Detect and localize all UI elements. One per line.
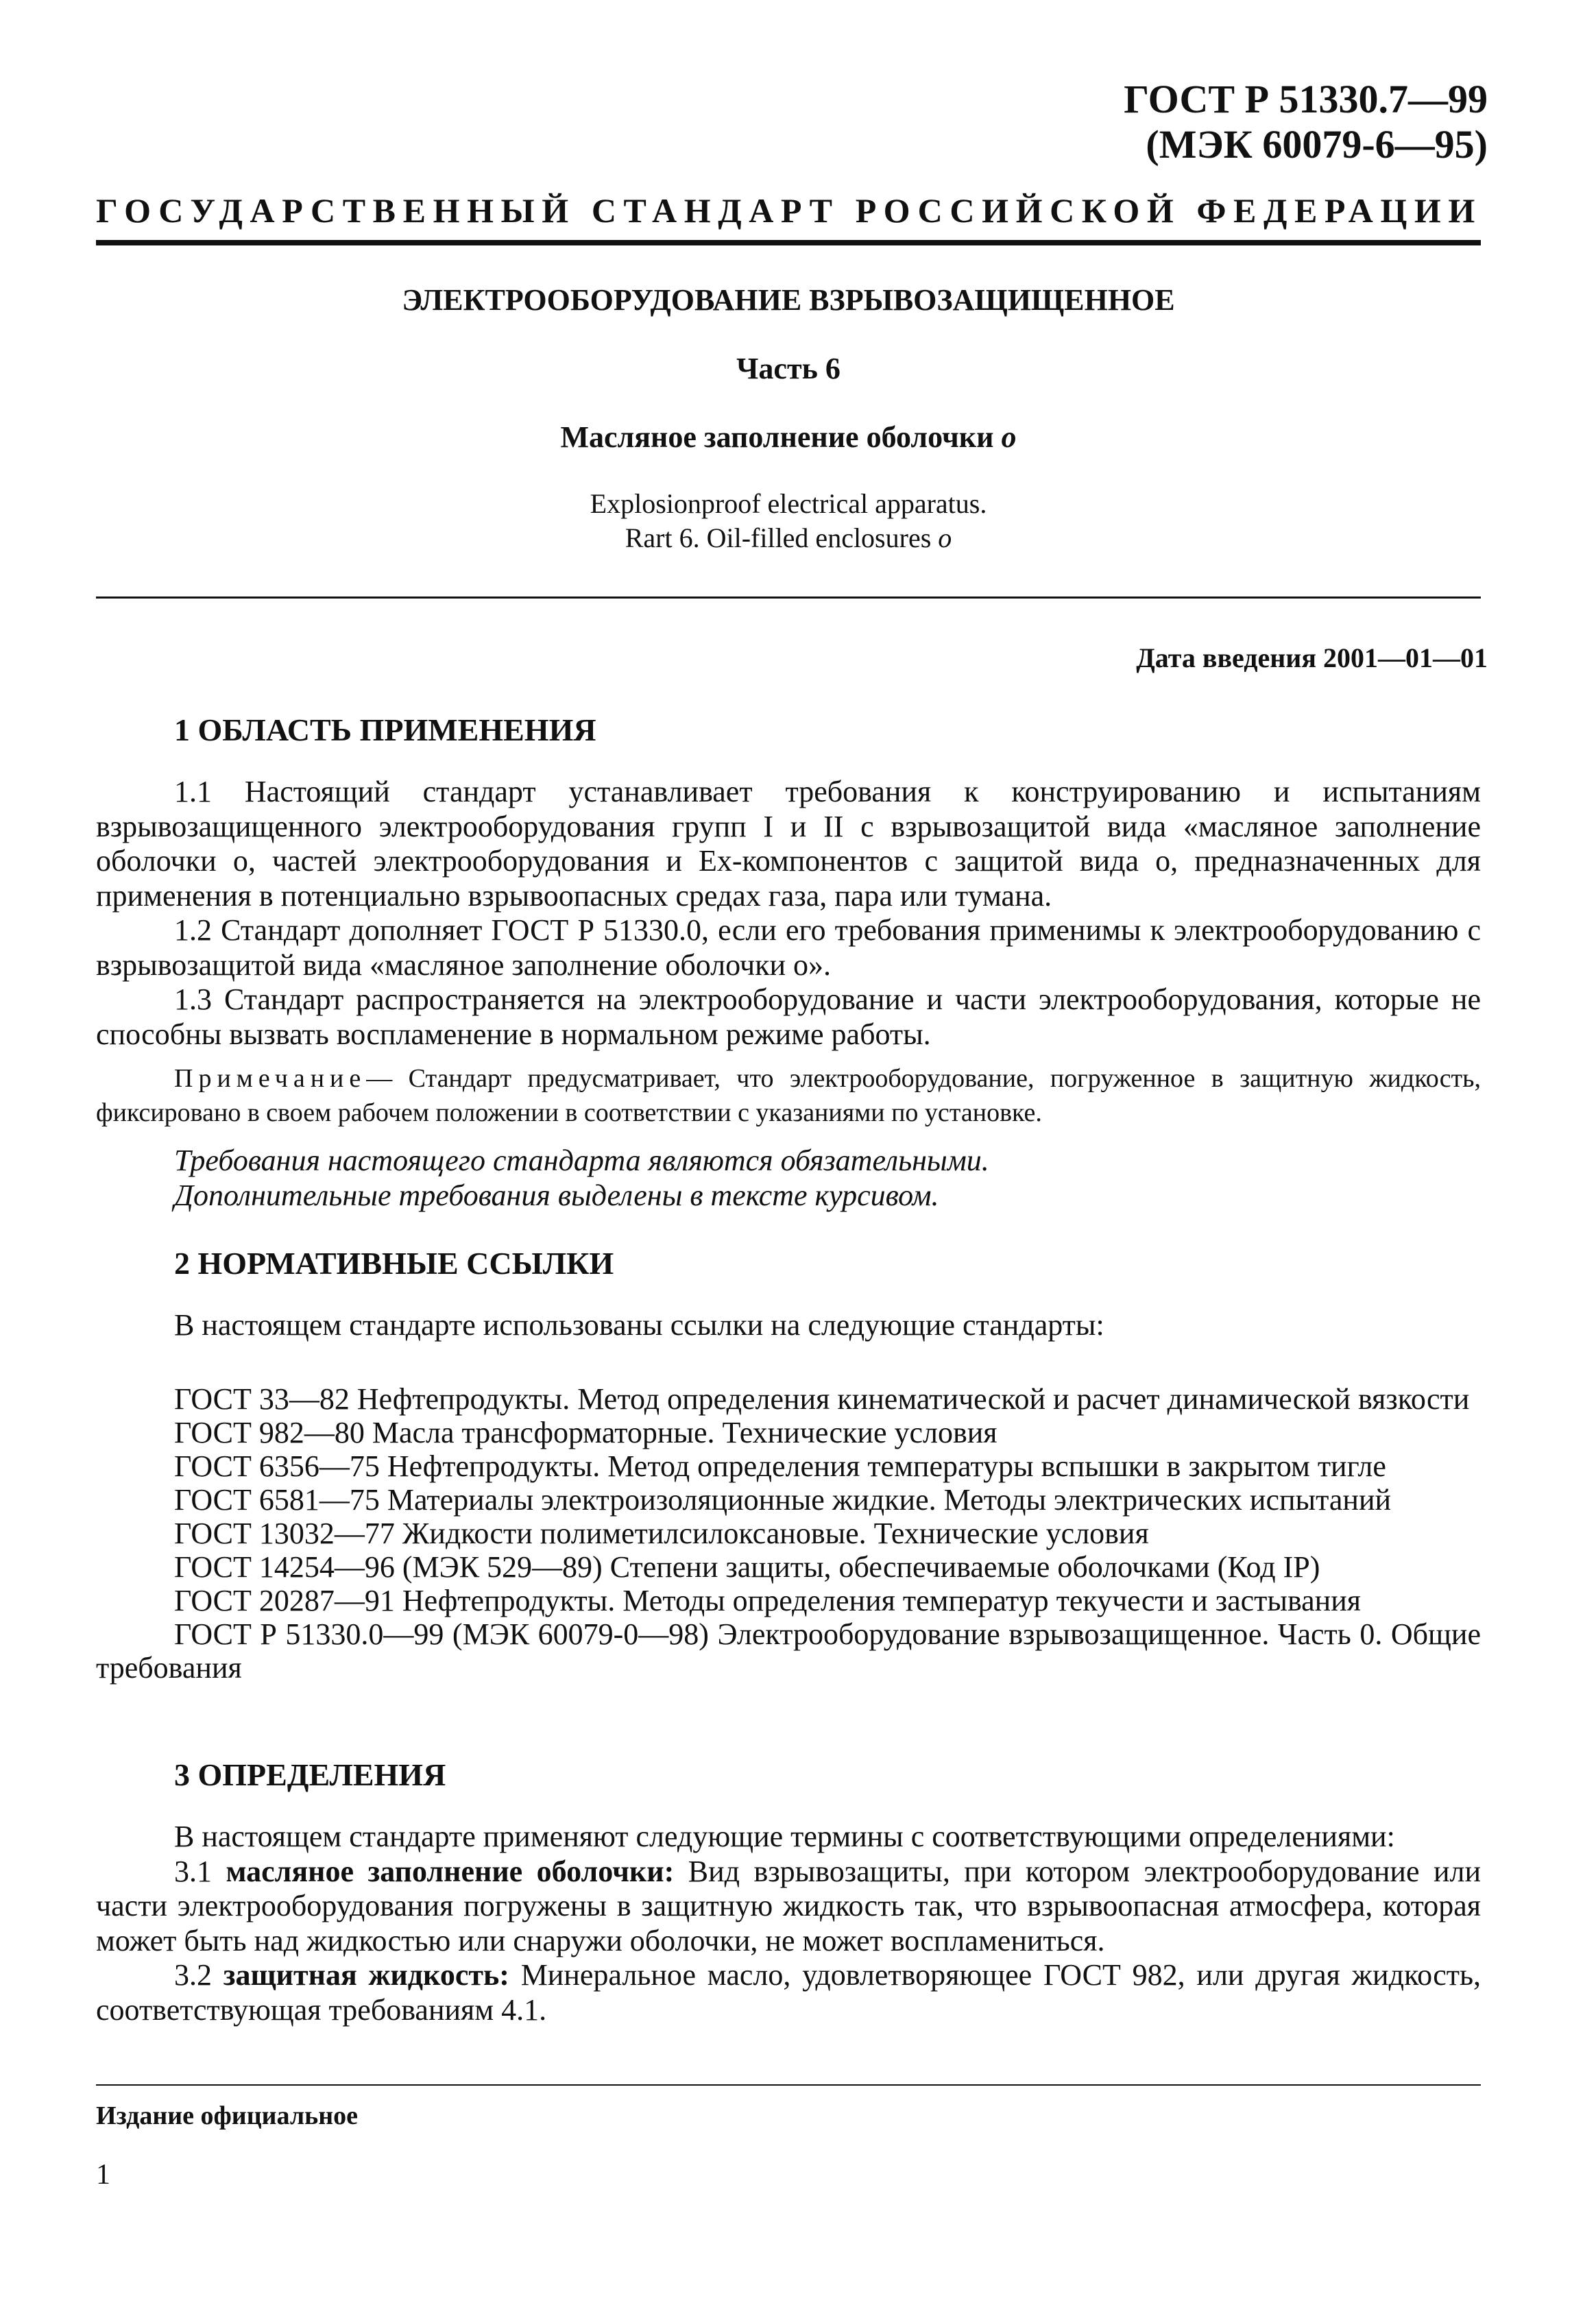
section-1-heading: 1 ОБЛАСТЬ ПРИМЕНЕНИЯ: [174, 712, 596, 747]
section-2-intro: В настоящем стандарте использованы ссылки на следующие стандарты:: [174, 1308, 1104, 1342]
note: [96, 1061, 1481, 1130]
mandatory-statement: Требования настоящего стандарта являются обязательными. Дополнительные требования выделены в тексте курсивом.: [174, 1144, 989, 1212]
paragraph-1-2: 1.2 Стандарт дополняет ГОСТ Р 51330.0, если его требования применимы к электрооборудованию с взрывозащитой вида «масляное заполнение оболочки o».: [96, 913, 1481, 982]
section-2-heading: 2 НОРМАТИВНЫЕ ССЫЛКИ: [174, 1246, 614, 1281]
paragraph-1-1: 1.1 Настоящий стандарт устанавливает требования к конструированию и испытаниям взрывозащищенного электрооборудования групп I и II с взрывозащитой вида «масляное заполнение оболочки o, частей электрооборудования и Ex-компонентов с защитой вида o, предназначенных для применения в потенциально взрывоопасных средах газа, пара или тумана.: [96, 775, 1481, 913]
title-rule: [96, 596, 1481, 599]
footer-rule: [96, 2084, 1481, 2086]
reference-item: ГОСТ Р 51330.0—99 (МЭК 60079-0—98) Электрооборудование взрывозащищенное. Часть 0. Общие требования: [96, 1617, 1481, 1685]
reference-item: ГОСТ 33—82 Нефтепродукты. Метод определения кинематической и расчет динамической вязкости: [174, 1382, 1470, 1416]
standard-code-iec: (МЭК 60079-6—95): [1146, 122, 1488, 167]
standard-code-gost: ГОСТ Р 51330.7—99: [1124, 77, 1488, 121]
header-rule: [96, 240, 1481, 245]
note-label: Примечание: [174, 1064, 367, 1093]
introduction-date: Дата введения 2001—01—01: [1136, 642, 1488, 673]
section-3-intro: В настоящем стандарте применяют следующие термины с соответствующими определениями:: [174, 1820, 1395, 1853]
references-list: [96, 1382, 1481, 1685]
state-standard-banner: ГОСУДАРСТВЕННЫЙ СТАНДАРТ РОССИЙСКОЙ ФЕДЕРАЦИИ: [96, 191, 1482, 230]
definition-3-2: 3.2 защитная жидкость: Минеральное масло, удовлетворяющее ГОСТ 982, или другая жидкость, соответствующая требованиям 4.1.: [96, 1958, 1482, 2027]
definition-term: защитная жидкость:: [223, 1958, 509, 1992]
reference-item: ГОСТ 20287—91 Нефтепродукты. Методы определения температур текучести и застывания: [174, 1584, 1361, 1617]
reference-item: ГОСТ 13032—77 Жидкости полиметилсилоксановые. Технические условия: [174, 1517, 1149, 1550]
paragraph-1-3: 1.3 Стандарт распространяется на электрооборудование и части электрооборудования, которые не способны вызвать воспламенение в нормальном режиме работы.: [96, 982, 1481, 1051]
document-title: ЭЛЕКТРООБОРУДОВАНИЕ ВЗРЫВОЗАЩИЩЕННОЕ: [402, 283, 1175, 317]
official-edition: Издание официальное: [96, 2101, 359, 2130]
reference-item: ГОСТ 982—80 Масла трансформаторные. Технические условия: [174, 1416, 998, 1449]
section-1-body: [96, 775, 1481, 1052]
reference-item: ГОСТ 6581—75 Материалы электроизоляционные жидкие. Методы электрических испытаний: [174, 1483, 1392, 1517]
part-number: Часть 6: [736, 352, 841, 385]
english-title: Explosionproof electrical apparatus. Rart 6. Oil-filled enclosures o: [590, 488, 987, 553]
document-subtitle: Масляное заполнение оболочки o: [560, 420, 1017, 454]
section-3-heading: 3 ОПРЕДЕЛЕНИЯ: [174, 1757, 446, 1792]
definition-term: масляное заполнение оболочки:: [226, 1854, 675, 1888]
reference-item: ГОСТ 14254—96 (МЭК 529—89) Степени защиты, обеспечиваемые оболочками (Код IP): [174, 1550, 1320, 1584]
definition-3-1: 3.1 масляное заполнение оболочки: Вид взрывозащиты, при котором электрооборудование или части электрооборудования погружены в защитную жидкость так, что взрывоопасная атмосфера, которая может быть над жидкостью или снаружи оболочки, не может воспламениться.: [96, 1854, 1482, 1957]
note-text: — Стандарт предусматривает, что электрооборудование, погруженное в защитную жидкость, фиксировано в своем рабочем положении в соответствии с указаниями по установке.: [96, 1064, 1481, 1127]
page-number: 1: [96, 2159, 110, 2191]
reference-item: ГОСТ 6356—75 Нефтепродукты. Метод определения температуры вспышки в закрытом тигле: [174, 1449, 1386, 1483]
standard-code: [1124, 77, 1488, 167]
section-3-body: [96, 1820, 1481, 2027]
